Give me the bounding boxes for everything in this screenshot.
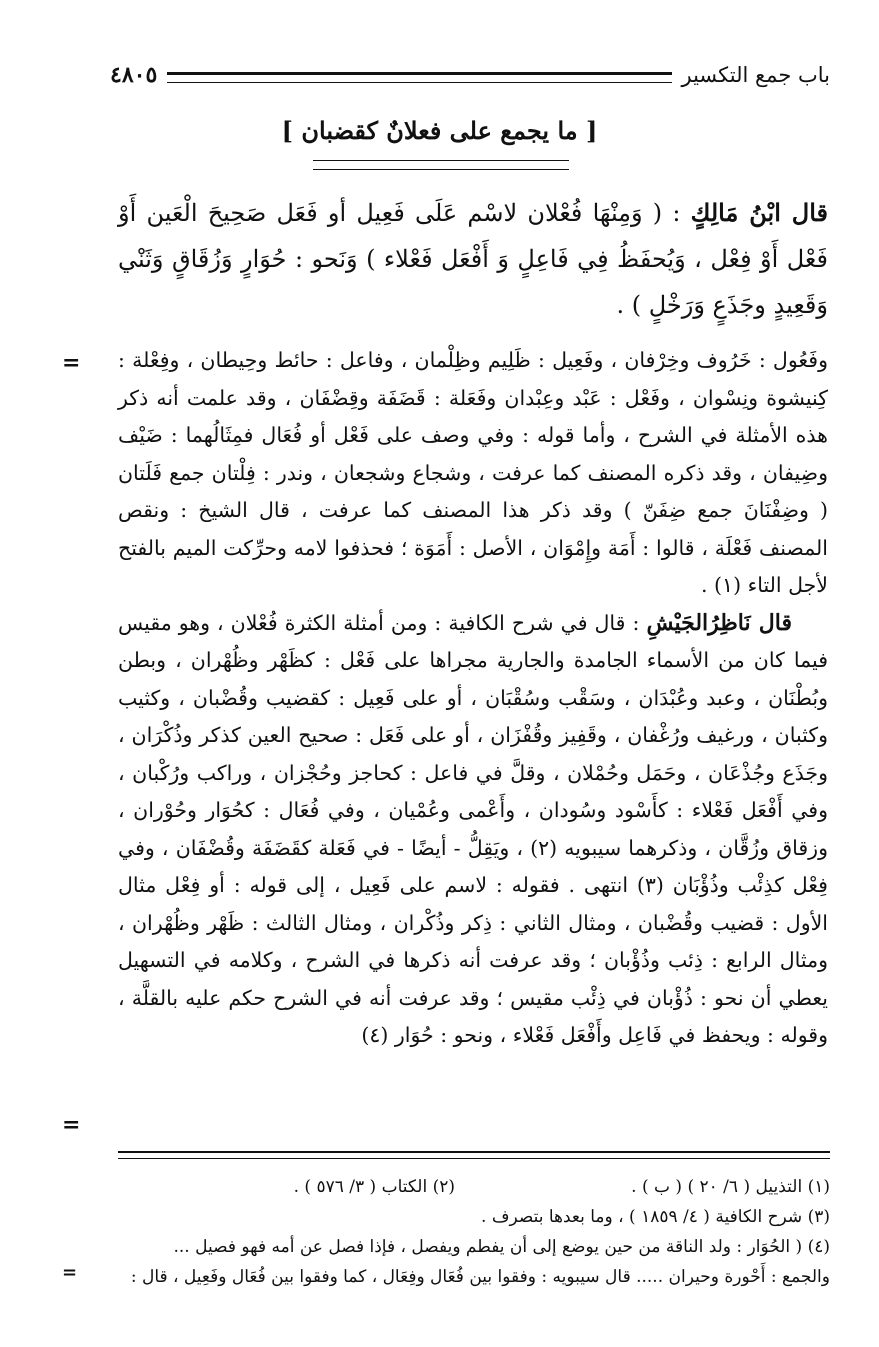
footnotes bbox=[118, 1172, 830, 1292]
footnote-4-line-1: (٤) ( الحُوَار : ولد الناقة من حين يوضع إلى أن يفطم ويفصل ، فإذا فصل عن أمه فهو فصيل ... bbox=[173, 1237, 830, 1257]
footnote-row bbox=[118, 1172, 830, 1202]
footnote-1: (١) التذييل ( ٦/ ٢٠ ) ( ب ) . bbox=[631, 1177, 830, 1197]
footnote-2: (٢) الكتاب ( ٣/ ٥٧٦ ) . bbox=[293, 1177, 455, 1197]
commentary-text bbox=[118, 342, 828, 1055]
footnote-4-line-2: والجمع : أَحْورة وحيران ..... قال سيبويه : وفقوا بين فُعَال وفِعَال ، كما وفقوا بين فُعَال وفَعِيل ، قال : bbox=[130, 1267, 830, 1287]
matn-text bbox=[118, 190, 828, 328]
commentary-paragraph-1: وفَعُول : خَرُوف وخِرْفان ، وفَعِيل : ظَلِيم وظِلْمان ، وفاعل : حائط وحِيطان ، وفِعْلة : كِنيشوة ونِسْوان ، وفَعْل : عَبْد وعِبْدان وفَعَلة : قَضَفَة وقِضْفَان ، وقد علمت أنه ذكر هذه الأمثلة في الشرح ، وأما قوله : وفي وصف على فَعْل أو فُعَال فمِثَالُهما : ضَيْف وضِيفان ، وقد ذكره المصنف كما عرفت ، وشجاع وشجعان ، وندر : فِلْتان جمع فَلَتان ( وضِفْنَانَ جمع ضِفَنّ ) وقد ذكر هذا المصنف كما عرفت ، قال الشيخ : ونقص المصنف فَعْلَة ، قالوا : أَمَة وإِمْوَان ، الأصل : أَمَوَة ؛ فحذفوا لامه وحرِّكت الميم بالفتح لأجل التاء (١) . bbox=[118, 348, 828, 597]
page-number: ٤٨٠٥ bbox=[110, 62, 158, 88]
commentary-paragraph-2 bbox=[118, 605, 828, 1055]
continuation-mark-top: = bbox=[62, 350, 81, 376]
footnote-3: (٣) شرح الكافية ( ٤/ ١٨٥٩ ) ، وما بعدها بتصرف . bbox=[481, 1207, 830, 1227]
section-title: باب جمع التكسير bbox=[681, 63, 830, 87]
continuation-mark-footnote: = bbox=[62, 1262, 78, 1283]
commentary-paragraph-2-body: : قال في شرح الكافية : ومن أمثلة الكثرة فُعْلان ، وهو مقيس فيما كان من الأسماء الجامدة والجارية مجراها على فَعْل : كظَهْر وظُهْران ، وبطن وبُطْنَان ، وعبد وعُبْدَان ، وسَقْب وسُقْبَان ، أو على فَعِيل : كقضيب وقُضْبان ، وكثيب وكثبان ، ورغيف ورُغْفان ، وقَفِيز وقُفْزَان ، أو على فَعَل : صحيح العين كذكر وذُكْرَان ، وجَذَع وجُذْعَان ، وحَمَل وحُمْلان ، وقلَّ في فاعل : كحاجز وحُجْزان ، وراكب ورُكْبان ، وفي أَفْعَل فَعْلاء : كأَسْود وسُودان ، وأَعْمى وعُمْيان ، وفي فُعَال : كحُوَار وحُوْران ، وزقاق وزُقَّان ، وذكرهما سيبويه (٢) ، ويَقِلُّ - أيضًا - في فَعَلة كقَضَفَة وقُضْفَان ، وفي فِعْل كذِئْب وذُؤْبَان (٣) انتهى . فقوله : لاسم على فَعِيل ، إلى قوله : أو فِعْل مثال الأول : قضيب وقُضْبان ، ومثال الثاني : ذِكر وذُكْران ، ومثال الثالث : ظَهْر وظُهْران ، ومثال الرابع : ذِئب وذُؤْبان ؛ وقد عرفت أنه ذكرها في الشرح ، وكلامه في التسهيل يعطي أن نحو : ذُؤْبان في ذِئْب مقيس ؛ وقد عرفت أنه في الشرح حكم عليه بالقلَّة ، وقوله : ويحفظ في فَاعِل وأَفْعَل فَعْلاء ، ونحو : حُوَار (٤) bbox=[118, 610, 828, 1047]
matn-speaker: قال ابْنُ مَالِكٍ bbox=[690, 198, 828, 227]
continuation-mark-bottom: = bbox=[62, 1112, 81, 1138]
title-underline bbox=[313, 160, 569, 170]
matn-body: : ( وَمِنْهَا فُعْلان لاسْم عَلَى فَعِيل أو فَعَل صَحِيحَ الْعَين أَوْ فَعْل أَوْ فِعْل ، وَيُحفَظُ فِي فَاعِلٍ وَ أَفْعَل فَعْلاء ) وَنَحو : حُوَارٍ وَزُقَاقٍ وَثَنْي وَقَعِيدٍ وجَذَعٍ وَرَخْلٍ ) . bbox=[118, 199, 828, 319]
running-header bbox=[110, 58, 830, 92]
commentary-speaker: قال نَاظِرُالجَيْشِ bbox=[646, 609, 793, 636]
footnote-rule bbox=[118, 1151, 830, 1159]
chapter-title: [ ما يجمع على فعلانٌ كقضبان ] bbox=[281, 116, 598, 145]
header-rule bbox=[167, 72, 671, 83]
